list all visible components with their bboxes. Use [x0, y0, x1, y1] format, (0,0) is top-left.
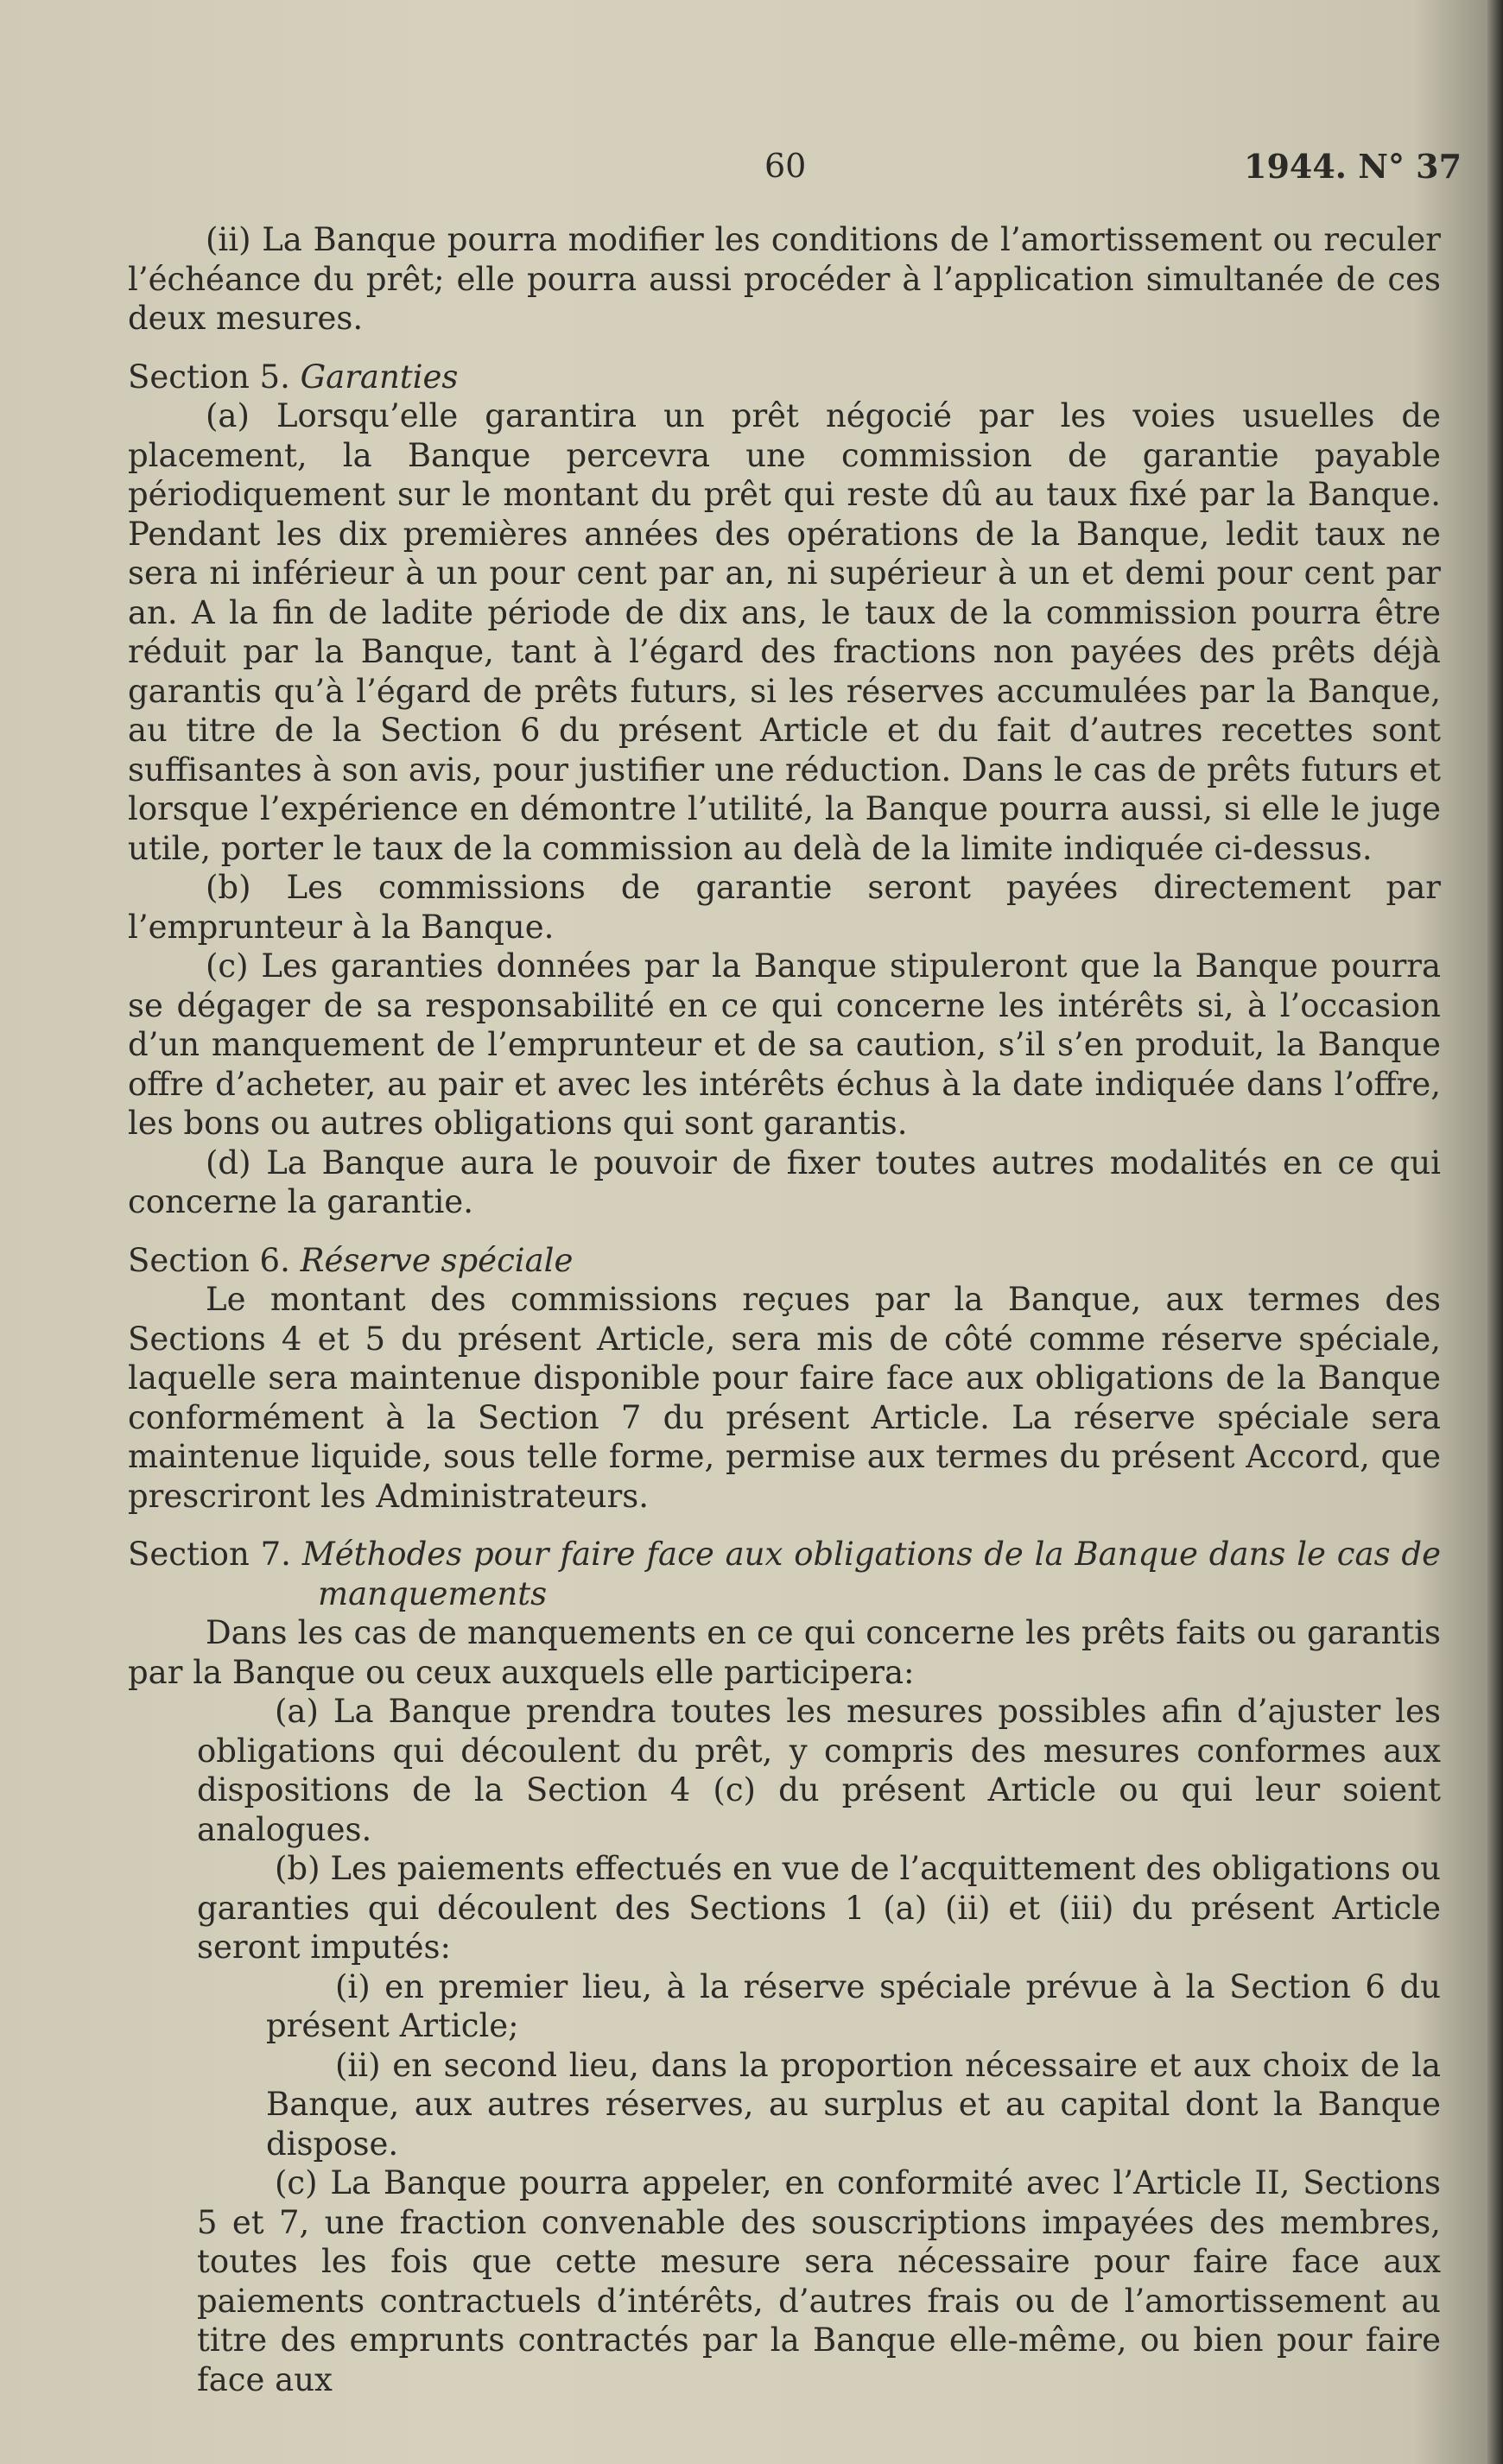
section-7-number: Section 7.	[128, 1536, 291, 1573]
section-5-heading	[128, 358, 1441, 397]
section-5-number: Section 5.	[128, 358, 290, 396]
section-6-body: Le montant des commissions reçues par la Banque, aux termes des Sections 4 et 5 du présent Article, sera mis de côté comme réserve spéciale, laquelle sera maintenue disponible pour faire face aux obligations de la Banque conformément à la Section 7 du présent Article. La réserve spéciale sera maintenue liquide, sous telle forme, permise aux termes du présent Accord, que prescriront les Administrateurs.	[128, 1281, 1441, 1515]
section-7-heading	[128, 1535, 1441, 1613]
page-header	[0, 147, 1503, 199]
section-5-paragraph-a: (a) Lorsqu’elle garantira un prêt négocié par les voies usuelles de placement, la Banque percevra une commission de garantie payable périodiquement sur le montant du prêt qui reste dû au taux fixé par la Banque. Pendant les dix premières années des opérations de la Banque, ledit taux ne sera ni inférieur à un pour cent par an, ni supérieur à un et demi pour cent par an. A la fin de ladite période de dix ans, le taux de la commission pourra être réduit par la Banque, tant à l’égard des fractions non payées des prêts déjà garantis qu’à l’égard de prêts futurs, si les réserves accumulées par la Banque, au titre de la Section 6 du présent Article et du fait d’autres recettes sont suffisantes à son avis, pour justifier une réduction. Dans le cas de prêts futurs et lorsque l’expérience en démontre l’utilité, la Banque pourra aussi, si elle le juge utile, porter le taux de la commission au delà de la limite indiquée ci-dessus.	[128, 397, 1441, 867]
page-edge-shadow	[1487, 0, 1503, 2464]
section-5-title: Garanties	[300, 358, 459, 396]
document-body	[128, 220, 1441, 2399]
section-7-paragraph-b-ii: (ii) en second lieu, dans la proportion nécessaire et aux choix de la Banque, aux autres réserves, au surplus et au capital dont la Banque dispose.	[266, 2046, 1441, 2163]
section-6-heading	[128, 1241, 1441, 1281]
section-7-paragraph-c: (c) La Banque pourra appeler, en conformité avec l’Article II, Sections 5 et 7, une fraction convenable des souscriptions impayées des membres, toutes les fois que cette mesure sera nécessaire pour faire face aux paiements contractuels d’intérêts, d’autres frais ou de l’amortissement au titre des emprunts contractés par la Banque elle-même, ou bien pour faire face aux	[197, 2164, 1441, 2398]
section-5-paragraph-c: (c) Les garanties données par la Banque stipuleront que la Banque pourra se dégager de sa responsabilité en ce qui concerne les intérêts si, à l’occasion d’un manquement de l’emprunteur et de sa caution, s’il s’en produit, la Banque offre d’acheter, au pair et avec les intérêts échus à la date indiquée dans l’offre, les bons ou autres obligations qui sont garantis.	[128, 947, 1441, 1142]
section-7-title: Méthodes pour faire face aux obligations de la Banque dans le cas de manquements	[301, 1536, 1441, 1612]
section-7-paragraph-b: (b) Les paiements effectués en vue de l’acquittement des obligations ou garanties qui découlent des Sections 1 (a) (ii) et (iii) du présent Article seront imputés:	[197, 1850, 1441, 1966]
page-number: 60	[764, 147, 807, 185]
section-7-paragraph-a: (a) La Banque prendra toutes les mesures possibles afin d’ajuster les obligations qui découlent du prêt, y compris des mesures conformes aux dispositions de la Section 4 (c) du présent Article ou qui leur soient analogues.	[197, 1693, 1441, 1848]
section-6-number: Section 6.	[128, 1241, 290, 1279]
section-5-paragraph-b: (b) Les commissions de garantie seront payées directement par l’emprunteur à la Banque.	[128, 869, 1441, 946]
document-reference: 1944. N° 37	[1244, 147, 1462, 186]
section-5-paragraph-d: (d) La Banque aura le pouvoir de fixer toutes autres modalités en ce qui concerne la garantie.	[128, 1143, 1441, 1220]
section-7-intro: Dans les cas de manquements en ce qui concerne les prêts faits ou garantis par la Banque ou ceux auxquels elle participera:	[128, 1614, 1441, 1691]
section-7-paragraph-b-i: (i) en premier lieu, à la réserve spéciale prévue à la Section 6 du présent Article;	[266, 1967, 1441, 2044]
section-6-title: Réserve spéciale	[300, 1241, 574, 1279]
paragraph-4-ii: (ii) La Banque pourra modifier les conditions de l’amortissement ou reculer l’échéance du prêt; elle pourra aussi procéder à l’application simultanée de ces deux mesures.	[128, 221, 1441, 337]
